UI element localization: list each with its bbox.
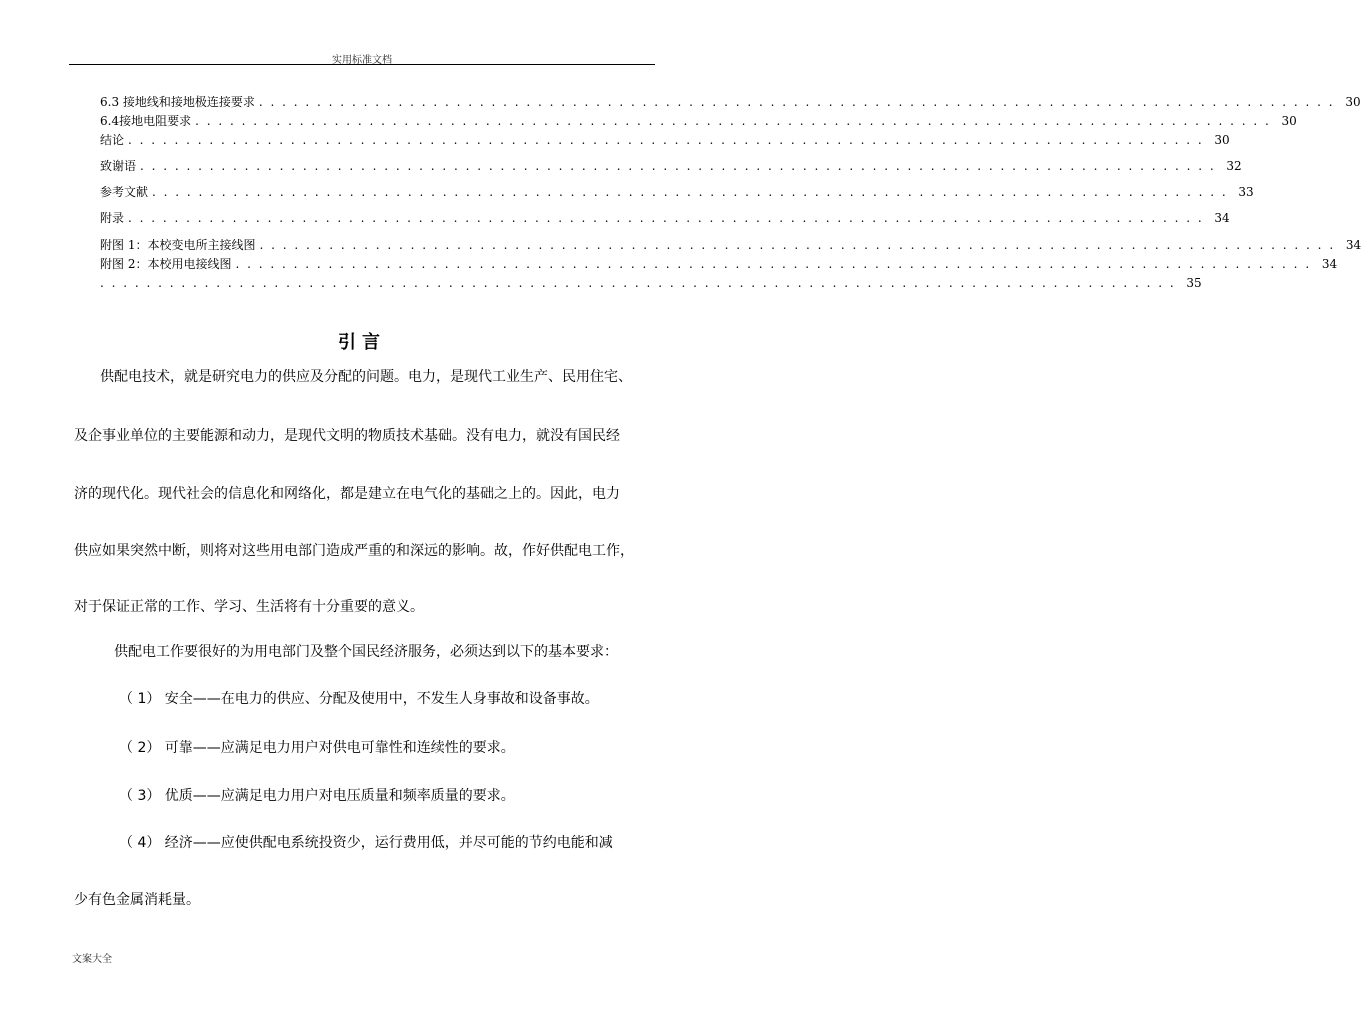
toc-leader: . . . . . . . . . . . . . . . . . . . . . . . . . . . . . . . . . . . . . . . . . . . . . . . . . . . . . . . . . . . . . . . . . . . . . . . . . . . . . . . . . . . . . . . . . . . . . — [100, 276, 1176, 290]
toc-entry-title: 致谢语 — [100, 159, 137, 173]
toc-leader: . . . . . . . . . . . . . . . . . . . . . . . . . . . . . . . . . . . . . . . . . . . . . . . . . . . . . . . . . . . . . . . . . . . . . . . . . . . . . . . . . . . . . . . . . . . . . — [258, 95, 1335, 109]
body-paragraph-line: 供配电技术，就是研究电力的供应及分配的问题。电力，是现代工业生产、民用住宅、 — [100, 369, 632, 385]
toc-entry-title: 附录 — [100, 211, 125, 225]
toc-entry-page: 34 — [1321, 257, 1338, 271]
body-paragraph-line: 供应如果突然中断，则将对这些用电部门造成严重的和深远的影响。故，作好供配电工作， — [74, 543, 634, 559]
header-rule — [69, 64, 655, 65]
toc-entry-title: 6.4接地电阻要求 — [100, 114, 192, 128]
toc-entry[interactable] — [100, 157, 1242, 175]
toc-entry[interactable] — [100, 209, 1230, 227]
toc-leader: . . . . . . . . . . . . . . . . . . . . . . . . . . . . . . . . . . . . . . . . . . . . . . . . . . . . . . . . . . . . . . . . . . . . . . . . . . . . . . . . . . . . . . . . . . . . . — [128, 133, 1204, 147]
requirement-item: （ 1） 安全——在电力的供应、分配及使用中，不发生人身事故和设备事故。 — [119, 691, 599, 707]
toc-entry[interactable] — [100, 131, 1230, 149]
toc-entry-page: 35 — [1186, 276, 1202, 290]
toc-leader: . . . . . . . . . . . . . . . . . . . . . . . . . . . . . . . . . . . . . . . . . . . . . . . . . . . . . . . . . . . . . . . . . . . . . . . . . . . . . . . . . . . . . . . . . . . . . — [195, 114, 1271, 128]
toc-entry-page: 34 — [1345, 238, 1361, 252]
body-paragraph-line: 对于保证正常的工作、学习、生活将有十分重要的意义。 — [74, 599, 424, 615]
toc-entry-title: 附图 1：本校变电所主接线图 — [100, 238, 256, 252]
toc-entry[interactable] — [100, 93, 1361, 111]
toc-entry-title: 附图 2：本校用电接线图 — [100, 257, 232, 271]
toc-entry[interactable] — [100, 274, 1202, 292]
toc-leader: . . . . . . . . . . . . . . . . . . . . . . . . . . . . . . . . . . . . . . . . . . . . . . . . . . . . . . . . . . . . . . . . . . . . . . . . . . . . . . . . . . . . . . . . . . . . . — [128, 211, 1204, 225]
body-paragraph-line: 济的现代化。现代社会的信息化和网络化，都是建立在电气化的基础之上的。因此，电力 — [74, 486, 620, 502]
toc-entry-page: 33 — [1238, 185, 1254, 199]
requirement-item: （ 2） 可靠——应满足电力用户对供电可靠性和连续性的要求。 — [119, 740, 515, 756]
body-paragraph-line: 供配电工作要很好的为用电部门及整个国民经济服务，必须达到以下的基本要求： — [114, 644, 618, 660]
requirement-item: （ 4） 经济——应使供配电系统投资少，运行费用低，并尽可能的节约电能和减 — [119, 835, 613, 851]
page-header-title: 实用标准文档 — [332, 55, 392, 66]
toc-entry-title: 参考文献 — [100, 185, 149, 199]
toc-entry-page: 34 — [1214, 211, 1230, 225]
toc-entry-page: 30 — [1345, 95, 1361, 109]
page-footer-text: 文案大全 — [72, 954, 112, 965]
toc-entry-page: 30 — [1281, 114, 1297, 128]
toc-entry[interactable] — [100, 112, 1297, 130]
toc-entry[interactable] — [100, 236, 1361, 254]
toc-entry-title: 结论 — [100, 133, 125, 147]
toc-entry[interactable] — [100, 183, 1254, 201]
toc-leader: . . . . . . . . . . . . . . . . . . . . . . . . . . . . . . . . . . . . . . . . . . . . . . . . . . . . . . . . . . . . . . . . . . . . . . . . . . . . . . . . . . . . . . . . . . . . . — [140, 159, 1216, 173]
section-title: 引言 — [338, 332, 386, 353]
toc-entry-title: 6.3 接地线和接地极连接要求 — [100, 95, 255, 109]
toc-leader: . . . . . . . . . . . . . . . . . . . . . . . . . . . . . . . . . . . . . . . . . . . . . . . . . . . . . . . . . . . . . . . . . . . . . . . . . . . . . . . . . . . . . . . . . . . . . — [152, 185, 1228, 199]
requirement-item: （ 3） 优质——应满足电力用户对电压质量和频率质量的要求。 — [119, 788, 515, 804]
toc-leader: . . . . . . . . . . . . . . . . . . . . . . . . . . . . . . . . . . . . . . . . . . . . . . . . . . . . . . . . . . . . . . . . . . . . . . . . . . . . . . . . . . . . . . . . . . . . . — [235, 257, 1312, 271]
toc-entry[interactable] — [100, 255, 1338, 273]
body-paragraph-line: 少有色金属消耗量。 — [74, 892, 200, 908]
toc-entry-page: 30 — [1214, 133, 1230, 147]
toc-leader: . . . . . . . . . . . . . . . . . . . . . . . . . . . . . . . . . . . . . . . . . . . . . . . . . . . . . . . . . . . . . . . . . . . . . . . . . . . . . . . . . . . . . . . . . . . . . — [259, 238, 1336, 252]
toc-entry-page: 32 — [1226, 159, 1242, 173]
body-paragraph-line: 及企事业单位的主要能源和动力，是现代文明的物质技术基础。没有电力，就没有国民经 — [74, 428, 620, 444]
